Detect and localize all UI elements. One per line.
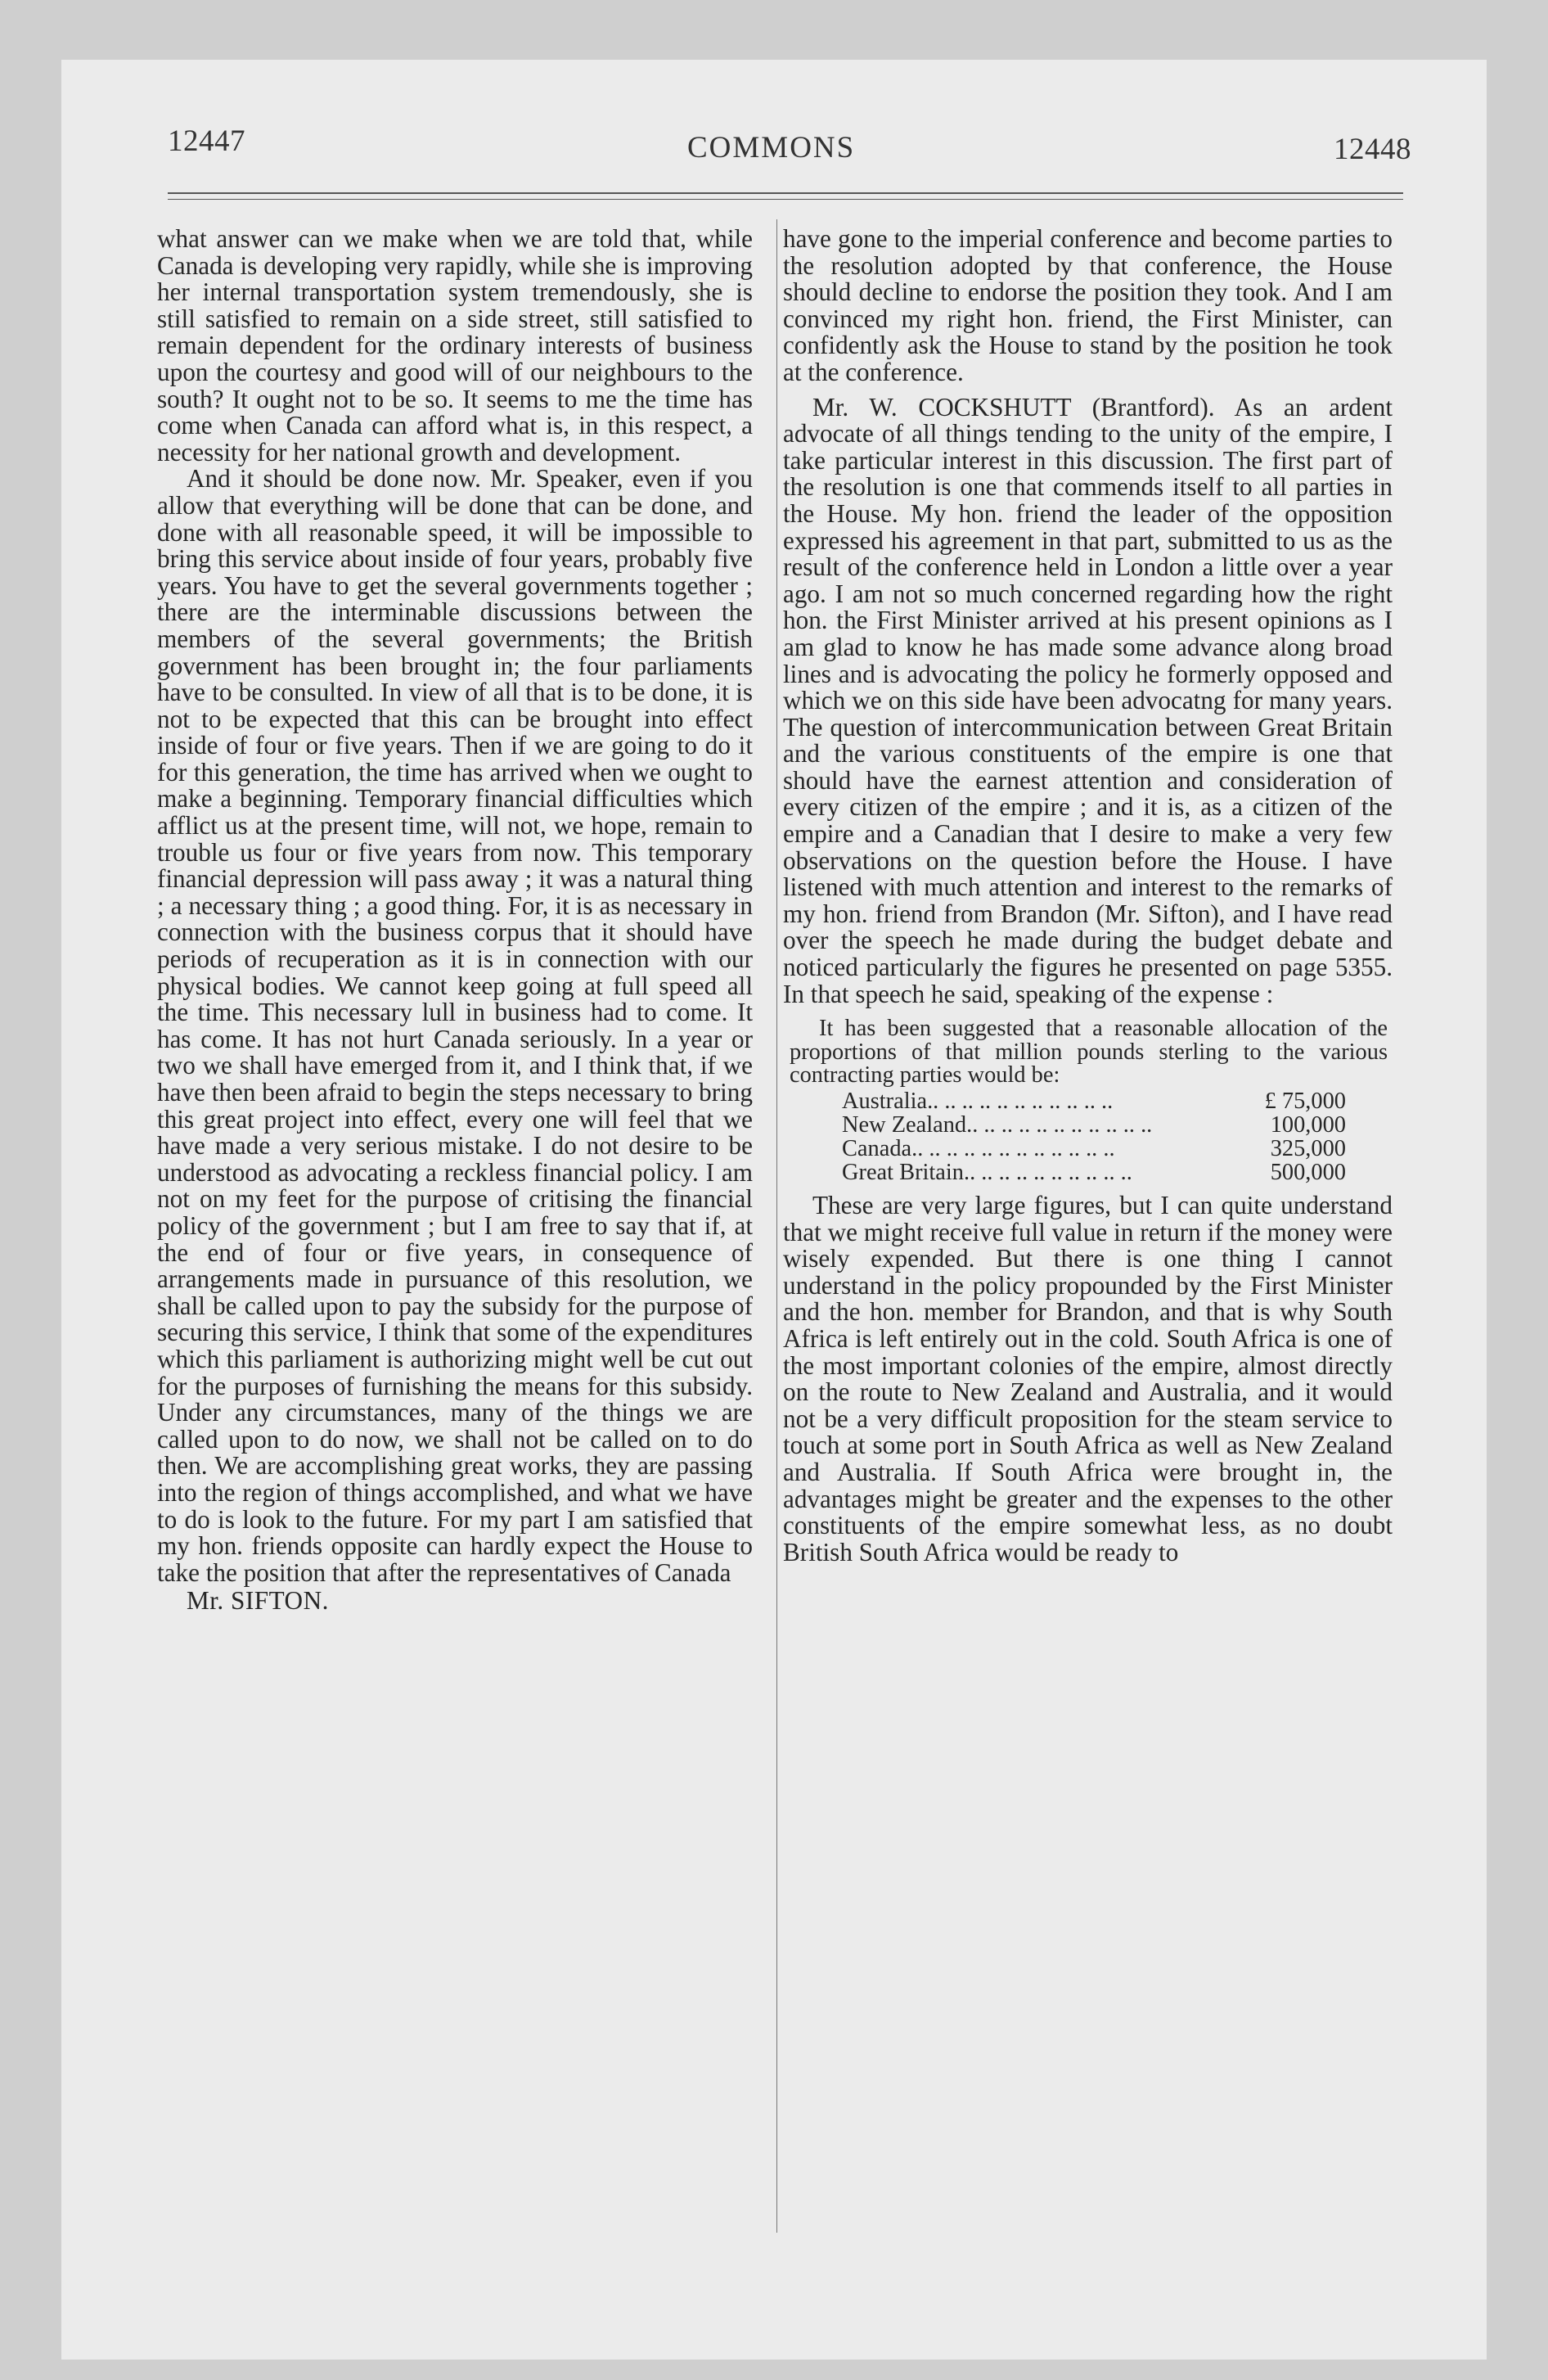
subsidy-country: Canada.. .. .. .. .. .. .. .. .. .. .. .. <box>842 1137 1115 1161</box>
subsidy-amount: £ 75,000 <box>1264 1089 1346 1114</box>
left-column <box>157 226 753 1615</box>
quoted-passage <box>790 1017 1388 1088</box>
table-row <box>842 1089 1346 1113</box>
hansard-page <box>61 60 1487 2360</box>
subsidy-country: Australia.. .. .. .. .. .. .. .. .. .. .. <box>842 1089 1114 1113</box>
page-number-right: 12448 <box>1334 133 1411 166</box>
subsidy-amount: 100,000 <box>1270 1112 1346 1138</box>
table-row <box>842 1113 1346 1137</box>
right-opening-paragraph: have gone to the imperial conference and become parties to the resolution adopted by that conference, the House should decline to endorse the position they took. And I am convinced my right hon. friend, the First Minister, can confidently ask the House to stand by the position he took at the conference. <box>783 224 1393 386</box>
speaker-attribution: Mr. SIFTON. <box>187 1586 329 1616</box>
subsidy-amount: 325,000 <box>1270 1136 1346 1161</box>
running-title: COMMONS <box>687 131 856 165</box>
header-rule-thin <box>168 199 1403 200</box>
left-paragraph-1: what answer can we make when we are told that, while Canada is developing very rapidly, while she is improving her internal transportation system tremendously, she is still satisfied to remain on a side street, still satisfied to remain dependent for the ordinary interests of business upon the courtesy and good will of our neighbours to the south? It ought not to be so. It seems to me the time has come when Canada can afford what is, in this respect, a necessity for her national growth and development. <box>157 224 753 467</box>
table-row <box>842 1137 1346 1161</box>
table-row <box>842 1161 1346 1184</box>
quote-text: It has been suggested that a reasonable allocation of the proportions of that million pounds sterling to the various contracting parties would be: <box>790 1016 1388 1089</box>
right-closing-paragraph: These are very large figures, but I can quite understand that we might receive full value in return if the money were wisely expended. But there is one thing I cannot understand in the policy propounded by the First Minister and the hon. member for Brandon, and that is why South Africa is left entirely out in the cold. South Africa is one of the most important colonies of the empire, almost directly on the route to New Zealand and Australia, and it would not be a very difficult proposition for the steam service to touch at some port in South Africa as well as New Zealand and Australia. If South Africa were brought in, the advantages might be greater and the expenses to the other constituents of the empire somewhat less, as no doubt British South Africa would be ready to <box>783 1191 1393 1566</box>
page-number-left: 12447 <box>168 124 245 158</box>
header-rule-thick <box>168 192 1403 194</box>
right-column <box>783 226 1393 1566</box>
subsidy-table <box>842 1089 1346 1184</box>
subsidy-country: New Zealand.. .. .. .. .. .. .. .. .. .. .. <box>842 1113 1153 1137</box>
cockshutt-speech: Mr. W. COCKSHUTT (Brantford). As an ardent advocate of all things tending to the unity of the empire, I take particular interest in this discussion. The first part of the resolution is one that commends itself to all parties in the House. My hon. friend the leader of the opposition expressed his agreement in that part, submitted to us as the result of the conference held in London a little over a year ago. I am not so much concerned regarding how the right hon. the First Minister arrived at his present opinions as I am glad to know he has made some advance along broad lines and is advocating the policy he formerly opposed and which we on this side have been advocatng for many years. The question of intercommunication between Great Britain and the various constituents of the empire is one that should have the earnest attention and consideration of every citizen of the empire ; and it is, as a citizen of the empire and a Canadian that I desire to make a very few observations on the question before the House. I have listened with much attention and interest to the remarks of my hon. friend from Brandon (Mr. Sifton), and I have read over the speech he made during the budget debate and noticed particularly the figures he presented on page 5355. In that speech he said, speaking of the expense : <box>783 392 1393 1008</box>
subsidy-country: Great Britain.. .. .. .. .. .. .. .. .. .. <box>842 1161 1132 1184</box>
left-paragraph-2: And it should be done now. Mr. Speaker, even if you allow that everything will be done that can be done, and done with all reasonable speed, it will be impossible to bring this service about inside of four years, probably five years. You have to get the several governments together ; there are the interminable discussions between the members of the several governments; the British government has been brought in; the four parliaments have to be consulted. In view of all that is to be done, it is not to be expected that this can be brought into effect inside of four or five years. Then if we are going to do it for this generation, the time has arrived when we ought to make a beginning. Temporary financial difficulties which afflict us at the present time, will not, we hope, remain to trouble us four or five years from now. This temporary financial depression will pass away ; it was a natural thing ; a necessary thing ; a good thing. For, it is as necessary in connection with the business corpus that it should have periods of recuperation as it is in connection with our physical bodies. We cannot keep going at full speed all the time. This necessary lull in business had to come. It has come. It has not hurt Canada seriously. In a year or two we shall have emerged from it, and I think that, if we have then been afraid to begin the steps necessary to bring this great project into effect, every one will feel that we have made a very serious mistake. I do not desire to be understood as advocating a reckless financial policy. I am not on my feet for the purpose of critising the financial policy of the government ; but I am free to say that if, at the end of four or five years, in consequence of arrangements made in pursuance of this resolution, we shall be called upon to pay the subsidy for the purpose of securing this service, I think that some of the expenditures which this parliament is authorizing might well be cut out for the purposes of furnishing the means for this subsidy. Under any circumstances, many of the things we are called upon to do now, we shall not be called on to do then. We are accomplishing great works, they are passing into the region of things accomplished, and what we have to do is look to the future. For my part I am satisfied that my hon. friends opposite can hardly expect the House to take the position that after the representatives of Canada <box>157 464 753 1587</box>
column-divider <box>776 219 777 2233</box>
subsidy-amount: 500,000 <box>1270 1160 1346 1185</box>
